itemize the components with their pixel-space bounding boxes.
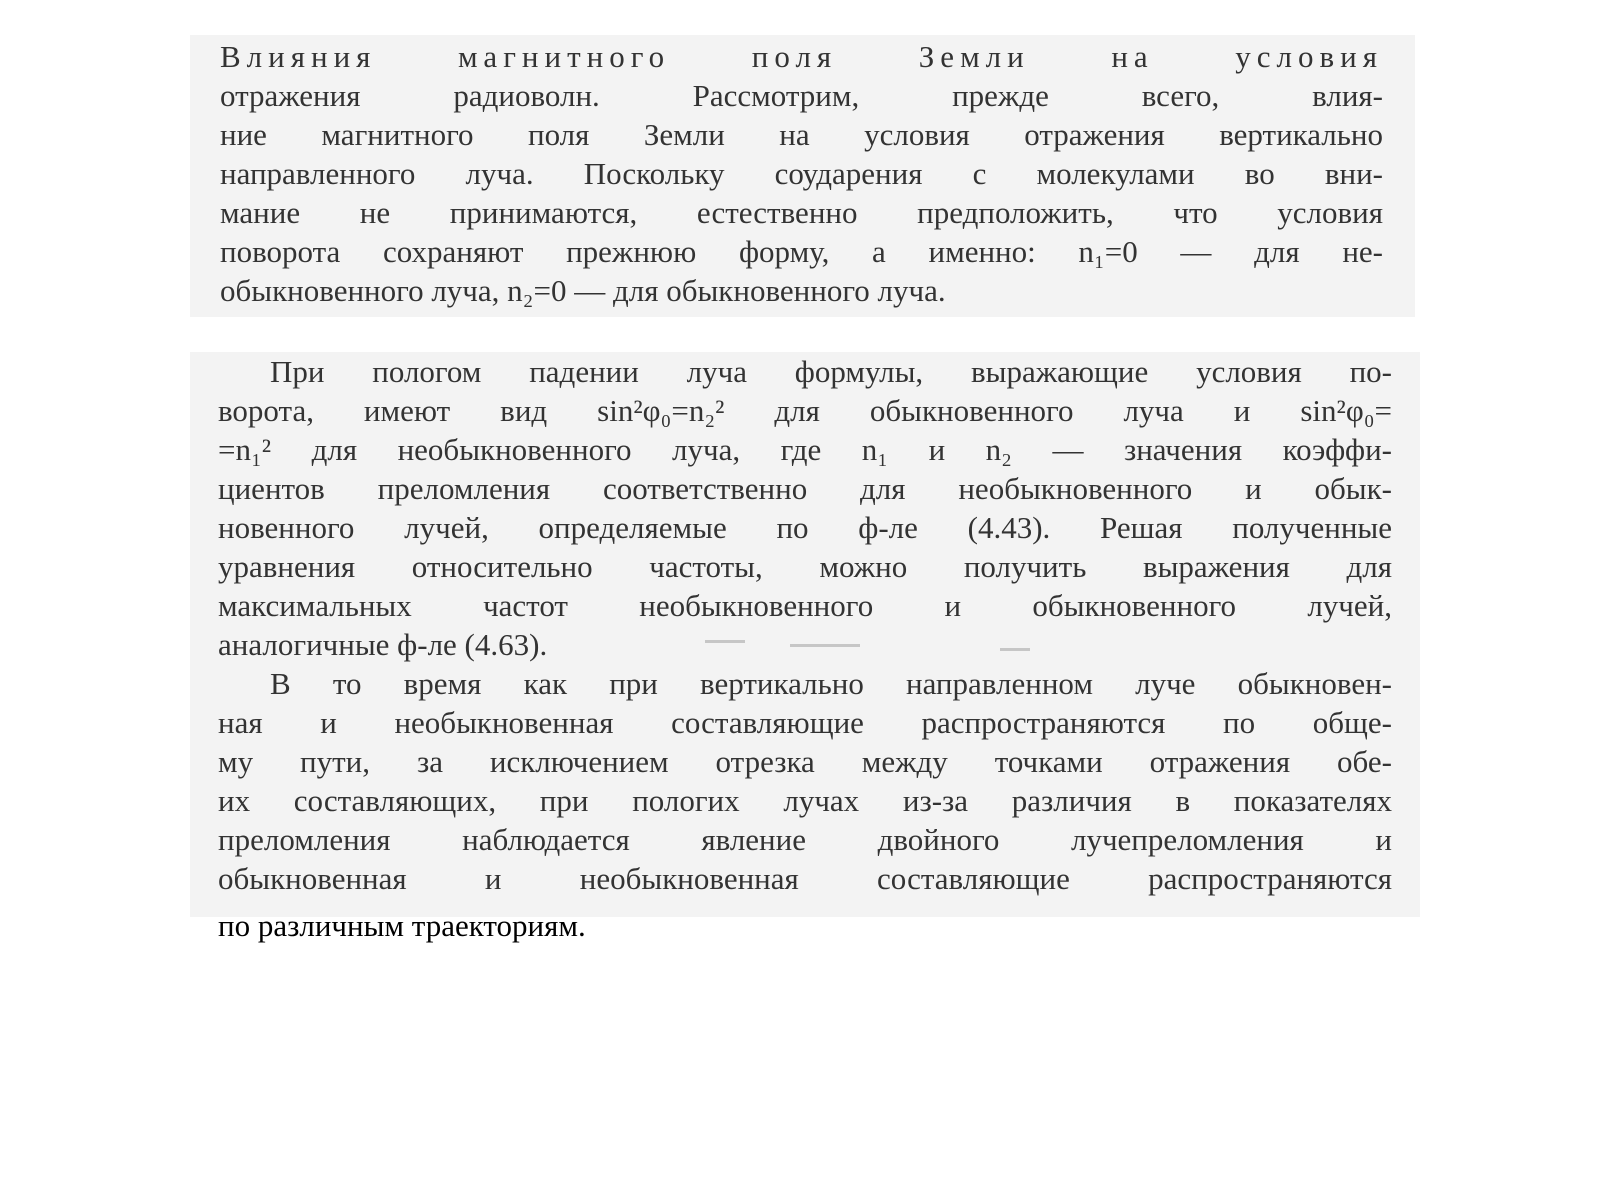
text-line: циентов преломления соответственно для необыкновенного и обык- [218,471,1392,506]
text-line: преломления наблюдается явление двойного лучепреломления и [218,822,1392,857]
text-line: направленного луча. Поскольку соударения с молекулами во вни- [220,156,1383,191]
scanned-paragraphs-oblique-ray [190,352,1420,917]
text-line: ная и необыкновенная составляющие распространяются по обще- [218,705,1392,740]
scan-speck [1000,648,1030,651]
text-line: му пути, за исключением отрезка между точками отражения обе- [218,744,1392,779]
text-line: В то время как при вертикально направленном луче обыкновен- [270,666,1392,701]
trailing-typed-text: по различным траекториям. [218,908,586,943]
text-line: обыкновенная и необыкновенная составляющие распространяются [218,861,1392,896]
text-line: новенного лучей, определяемые по ф-ле (4.43). Решая полученные [218,510,1392,545]
text-line: их составляющих, при пологих лучах из-за различия в показателях [218,783,1392,818]
text-line: =n₁² для необыкновенного луча, где n₁ и n₂ — значения коэффи- [218,432,1392,467]
text-line: мание не принимаются, естественно предположить, что условия [220,195,1383,230]
text-line: ние магнитного поля Земли на условия отражения вертикально [220,117,1383,152]
scan-speck [705,640,745,643]
text-line: отражения радиоволн. Рассмотрим, прежде всего, влия- [220,78,1383,113]
text-line: При пологом падении луча формулы, выражающие условия по- [270,354,1392,389]
text-line: максимальных частот необыкновенного и обыкновенного лучей, [218,588,1392,623]
text-line: ворота, имеют вид sin²φ₀=n₂² для обыкновенного луча и sin²φ₀= [218,393,1392,428]
text-line: уравнения относительно частоты, можно получить выражения для [218,549,1392,584]
text-line: поворота сохраняют прежнюю форму, а именно: n₁=0 — для не- [220,234,1383,269]
scan-speck [790,644,860,647]
text-line: аналогичные ф-ле (4.63). [218,627,548,662]
text-line: Влияния магнитного поля Земли на условия [220,39,1383,74]
text-line: обыкновенного луча, n₂=0 — для обыкновенного луча. [220,273,946,308]
scanned-paragraph-magnetic-field [190,35,1415,317]
